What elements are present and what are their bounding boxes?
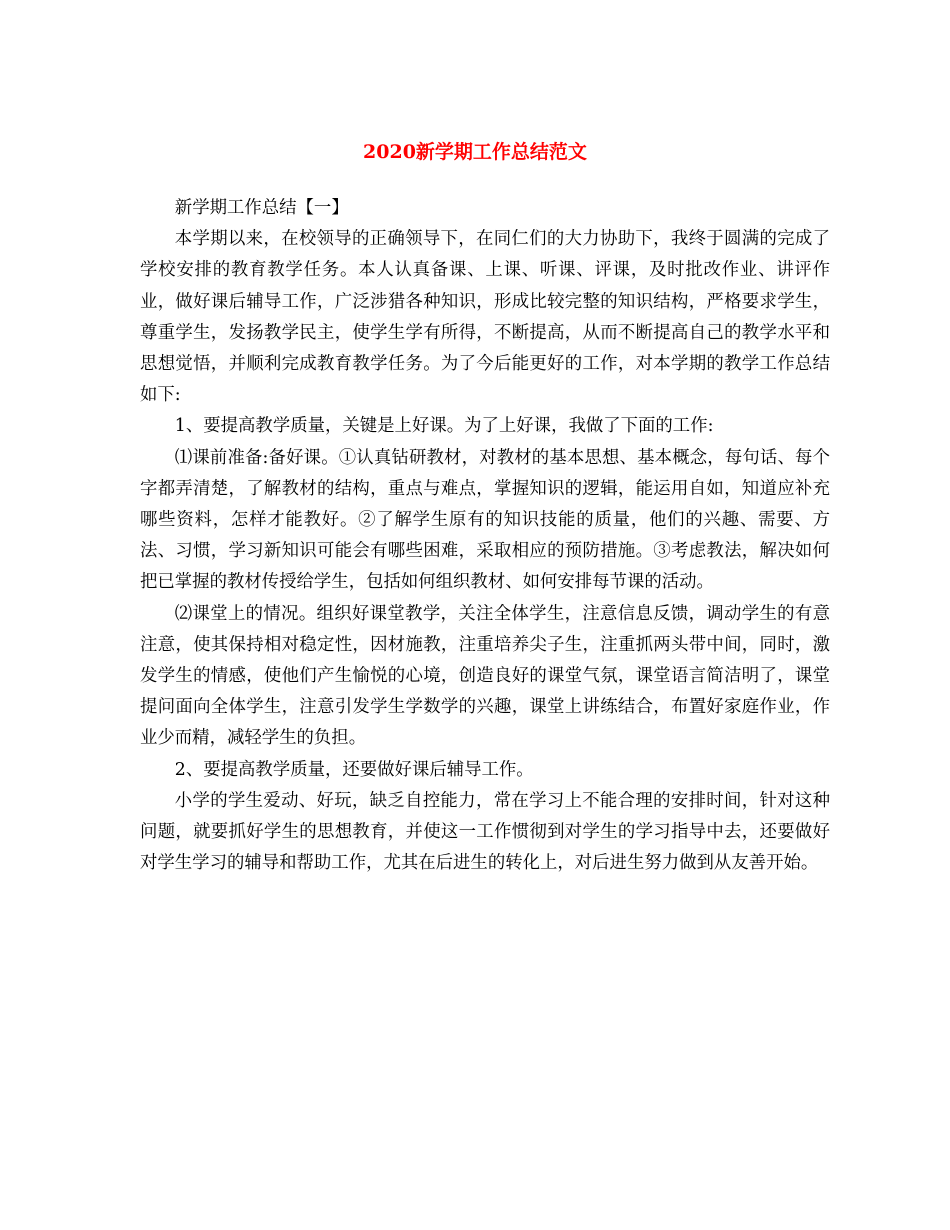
document-body <box>140 193 830 879</box>
document-title: 2020新学期工作总结范文 <box>363 141 587 163</box>
body-paragraph: 2、要提高教学质量，还要做好课后辅导工作。 <box>174 759 534 780</box>
section-heading: 新学期工作总结【一】 <box>174 198 349 218</box>
body-paragraph: ⑵课堂上的情况。组织好课堂教学，关注全体学生，注意信息反馈，调动学生的有意注意，使其保持相对稳定性，因材施教，注重培养尖子生，注重抓两头带中间，同时，激发学生的情感，使他们产生愉悦的心境，创造良好的课堂气氛，课堂语言简洁明了，课堂提问面向全体学生，注意引发学生学数学的兴趣，课堂上讲练结合，布置好家庭作业，作业少而精，减轻学生的负担。 <box>140 603 830 749</box>
body-paragraph: 小学的学生爱动、好玩，缺乏自控能力，常在学习上不能合理的安排时间，针对这种问题，就要抓好学生的思想教育，并使这一工作惯彻到对学生的学习指导中去，还要做好对学生学习的辅导和帮助工作，尤其在后进生的转化上，对后进生努力做到从友善开始。 <box>140 790 830 874</box>
body-paragraph: ⑴课前准备:备好课。①认真钻研教材，对教材的基本思想、基本概念，每句话、每个字都弄清楚，了解教材的结构，重点与难点，掌握知识的逻辑，能运用自如，知道应补充哪些资料，怎样才能教好。②了解学生原有的知识技能的质量，他们的兴趣、需要、方法、习惯，学习新知识可能会有哪些困难，采取相应的预防措施。③考虑教法，解决如何把已掌握的教材传授给学生，包括如何组织教材、如何安排每节课的活动。 <box>140 447 830 593</box>
body-paragraph: 本学期以来，在校领导的正确领导下，在同仁们的大力协助下，我终于圆满的完成了学校安排的教育教学任务。本人认真备课、上课、听课、评课，及时批改作业、讲评作业，做好课后辅导工作，广泛涉猎各种知识，形成比较完整的知识结构，严格要求学生，尊重学生，发扬教学民主，使学生学有所得，不断提高，从而不断提高自己的教学水平和思想觉悟，并顺利完成教育教学任务。为了今后能更好的工作，对本学期的教学工作总结如下: <box>140 229 830 406</box>
body-paragraph: 1、要提高教学质量，关键是上好课。为了上好课，我做了下面的工作: <box>174 416 714 437</box>
